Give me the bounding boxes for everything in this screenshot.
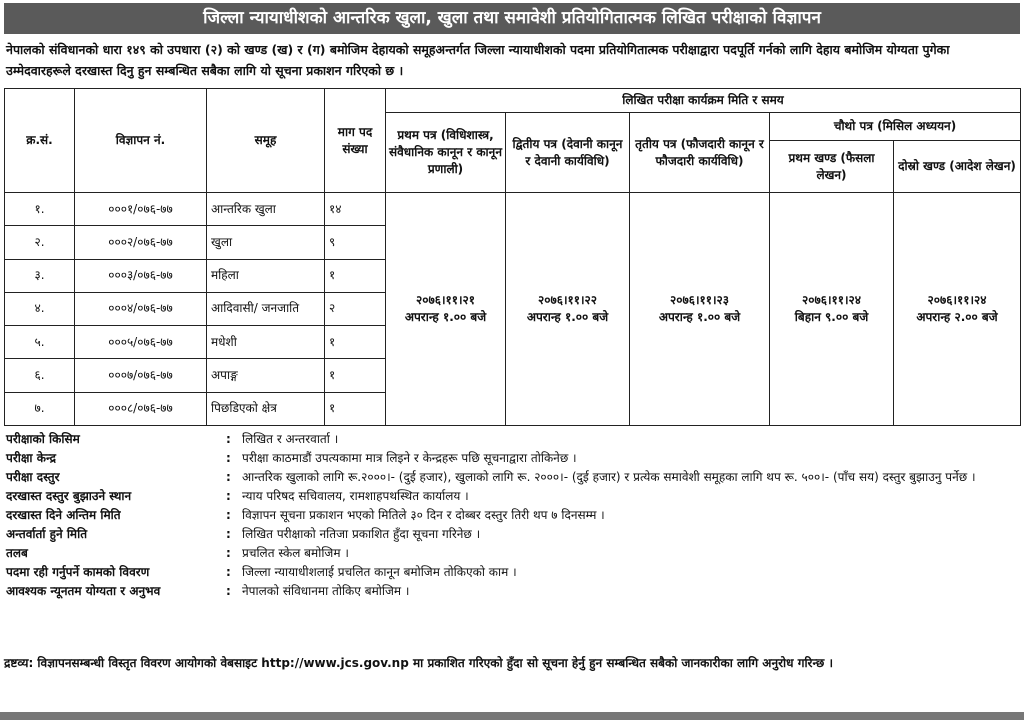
detail-colon: : xyxy=(226,451,231,465)
header-paper4b: दोस्रो खण्ड (आदेश लेखन) xyxy=(894,141,1021,193)
table-row xyxy=(5,193,1021,226)
detail-value: लिखित परीक्षाको नतिजा प्रकाशित हुँदा सूचना गरिनेछ । xyxy=(242,527,481,541)
note-paragraph: द्रष्टव्य: विज्ञापनसम्बन्धी विस्तृत विवरण आयोगको वेबसाइट http://www.jcs.gov.np मा प्रकाशित गरिएको हुँदा सो सूचना हेर्नु हुन सम्बन्धित सबैको जानकारीका लागि अनुरोध गरिन्छ । xyxy=(4,656,834,670)
paper3-time: अपरान्ह १.०० बजे xyxy=(658,310,741,324)
detail-colon: : xyxy=(226,584,231,598)
paper4b-date: २०७६।११।२४ xyxy=(927,293,987,307)
detail-row xyxy=(4,506,1020,525)
detail-value: लिखित र अन्तरवार्ता । xyxy=(242,432,339,446)
cell-posts: १ xyxy=(325,359,386,392)
detail-colon: : xyxy=(226,489,231,503)
header-group: समूह xyxy=(207,89,325,193)
paper2-date: २०७६।११।२२ xyxy=(537,293,598,307)
paper2-time: अपरान्ह १.०० बजे xyxy=(526,310,609,324)
cell-posts: १ xyxy=(325,326,386,359)
exam-details xyxy=(4,430,1020,601)
cell-sn: ५. xyxy=(5,326,75,359)
cell-group: मधेशी xyxy=(207,326,325,359)
header-posts: माग पद संख्या xyxy=(325,89,386,193)
header-paper4a: प्रथम खण्ड (फैसला लेखन) xyxy=(770,141,894,193)
schedule-paper1 xyxy=(386,193,506,426)
cell-group: आन्तरिक खुला xyxy=(207,193,325,226)
detail-colon: : xyxy=(226,565,231,579)
detail-colon: : xyxy=(226,432,231,446)
header-ad-no: विज्ञापन नं. xyxy=(75,89,207,193)
schedule-paper4b xyxy=(894,193,1021,426)
cell-ad-no: ०००३/०७६-७७ xyxy=(75,259,207,292)
cell-posts: १ xyxy=(325,259,386,292)
paper1-date: २०७६।११।२१ xyxy=(415,293,476,307)
paper3-date: २०७६।११।२३ xyxy=(669,293,730,307)
detail-label: परीक्षाको किसिम xyxy=(6,432,80,446)
detail-label: पदमा रही गर्नुपर्ने कामको विवरण xyxy=(6,565,150,579)
header-schedule: लिखित परीक्षा कार्यक्रम मिति र समय xyxy=(386,89,1021,113)
detail-label: परीक्षा दस्तुर xyxy=(6,470,60,484)
detail-value: परीक्षा काठमाडौं उपत्यकामा मात्र लिइने र केन्द्रहरू पछि सूचनाद्वारा तोकिनेछ । xyxy=(242,451,577,465)
detail-label: आवश्यक न्यूनतम योग्यता र अनुभव xyxy=(6,584,161,598)
detail-label: परीक्षा केन्द्र xyxy=(6,451,57,465)
cell-ad-no: ०००१/०७६-७७ xyxy=(75,193,207,226)
cell-group: अपाङ्ग xyxy=(207,359,325,392)
cell-ad-no: ०००५/०७६-७७ xyxy=(75,326,207,359)
cell-group: महिला xyxy=(207,259,325,292)
detail-label: अन्तर्वार्ता हुने मिति xyxy=(6,527,88,541)
detail-value: विज्ञापन सूचना प्रकाशन भएको मितिले ३० दिन र दोब्बर दस्तुर तिरी थप ७ दिनसम्म । xyxy=(242,508,605,522)
header-paper4: चौथो पत्र (मिसिल अध्ययन) xyxy=(770,113,1021,141)
cell-sn: २. xyxy=(5,226,75,259)
schedule-paper3 xyxy=(630,193,770,426)
header-paper1: प्रथम पत्र (विधिशास्त्र, संवैधानिक कानून र कानून प्रणाली) xyxy=(386,113,506,193)
cell-sn: ३. xyxy=(5,259,75,292)
detail-value: न्याय परिषद सचिवालय, रामशाहपथस्थित कार्यालय । xyxy=(242,489,469,503)
cell-group: आदिवासी/ जनजाति xyxy=(207,292,325,325)
cell-ad-no: ०००८/०७६-७७ xyxy=(75,392,207,425)
header-sn: क्र.सं. xyxy=(5,89,75,193)
cell-sn: ४. xyxy=(5,292,75,325)
detail-colon: : xyxy=(226,546,231,560)
detail-row xyxy=(4,449,1020,468)
detail-row xyxy=(4,468,1020,487)
paper1-time: अपरान्ह १.०० बजे xyxy=(404,310,487,324)
cell-sn: ६. xyxy=(5,359,75,392)
detail-colon: : xyxy=(226,508,231,522)
detail-colon: : xyxy=(226,470,231,484)
detail-label: दरखास्त दस्तुर बुझाउने स्थान xyxy=(6,489,132,503)
cell-sn: १. xyxy=(5,193,75,226)
cell-group: पिछडिएको क्षेत्र xyxy=(207,392,325,425)
detail-row xyxy=(4,582,1020,601)
schedule-paper2 xyxy=(506,193,630,426)
cell-posts: १४ xyxy=(325,193,386,226)
detail-value: नेपालको संविधानमा तोकिए बमोजिम । xyxy=(242,584,410,598)
cell-ad-no: ०००४/०७६-७७ xyxy=(75,292,207,325)
header-paper2: द्वितीय पत्र (देवानी कानून र देवानी कार्यविधि) xyxy=(506,113,630,193)
detail-row xyxy=(4,563,1020,582)
detail-value: प्रचलित स्केल बमोजिम । xyxy=(242,546,349,560)
paper4a-date: २०७६।११।२४ xyxy=(801,293,862,307)
header-paper3: तृतीय पत्र (फौजदारी कानून र फौजदारी कार्यविधि) xyxy=(630,113,770,193)
detail-row xyxy=(4,525,1020,544)
bottom-divider xyxy=(0,712,1024,720)
detail-colon: : xyxy=(226,527,231,541)
notice-title: जिल्ला न्यायाधीशको आन्तरिक खुला, खुला तथा समावेशी प्रतियोगितात्मक लिखित परीक्षाको विज्ञापन xyxy=(4,3,1020,34)
detail-value: आन्तरिक खुलाको लागि रू.२०००।- (दुई हजार), खुलाको लागि रू. २०००।- (दुई हजार) र प्रत्येक समावेशी समूहका लागि थप रू. ५००।- (पाँच सय) दस्तुर बुझाउनु पर्नेछ । xyxy=(242,470,976,484)
detail-row xyxy=(4,487,1020,506)
detail-value: जिल्ला न्यायाधीशलाई प्रचलित कानून बमोजिम तोकिएको काम । xyxy=(242,565,517,579)
cell-ad-no: ०००७/०७६-७७ xyxy=(75,359,207,392)
detail-row xyxy=(4,544,1020,563)
paper4a-time: बिहान ९.०० बजे xyxy=(794,310,869,324)
cell-posts: २ xyxy=(325,292,386,325)
detail-row xyxy=(4,430,1020,449)
exam-schedule-table xyxy=(4,88,1021,426)
detail-label: दरखास्त दिने अन्तिम मिति xyxy=(6,508,121,522)
paper4b-time: अपरान्ह २.०० बजे xyxy=(916,310,998,324)
cell-group: खुला xyxy=(207,226,325,259)
cell-sn: ७. xyxy=(5,392,75,425)
schedule-paper4a xyxy=(770,193,894,426)
intro-paragraph: नेपालको संविधानको धारा १४९ को उपधारा (२) को खण्ड (ख) र (ग) बमोजिम देहायको समूहअन्तर्गत जिल्ला न्यायाधीशको पदमा प्रतियोगितात्मक परीक्षाद्वारा पदपूर्ति गर्नको लागि देहाय बमोजिम योग्यता पुगेका उम्मेदवारहरूले दरखास्त दिनु हुन सम्बन्धित सबैका लागि यो सूचना प्रकाशन गरिएको छ । xyxy=(6,42,950,78)
cell-ad-no: ०००२/०७६-७७ xyxy=(75,226,207,259)
cell-posts: ९ xyxy=(325,226,386,259)
detail-label: तलब xyxy=(6,546,28,560)
cell-posts: १ xyxy=(325,392,386,425)
